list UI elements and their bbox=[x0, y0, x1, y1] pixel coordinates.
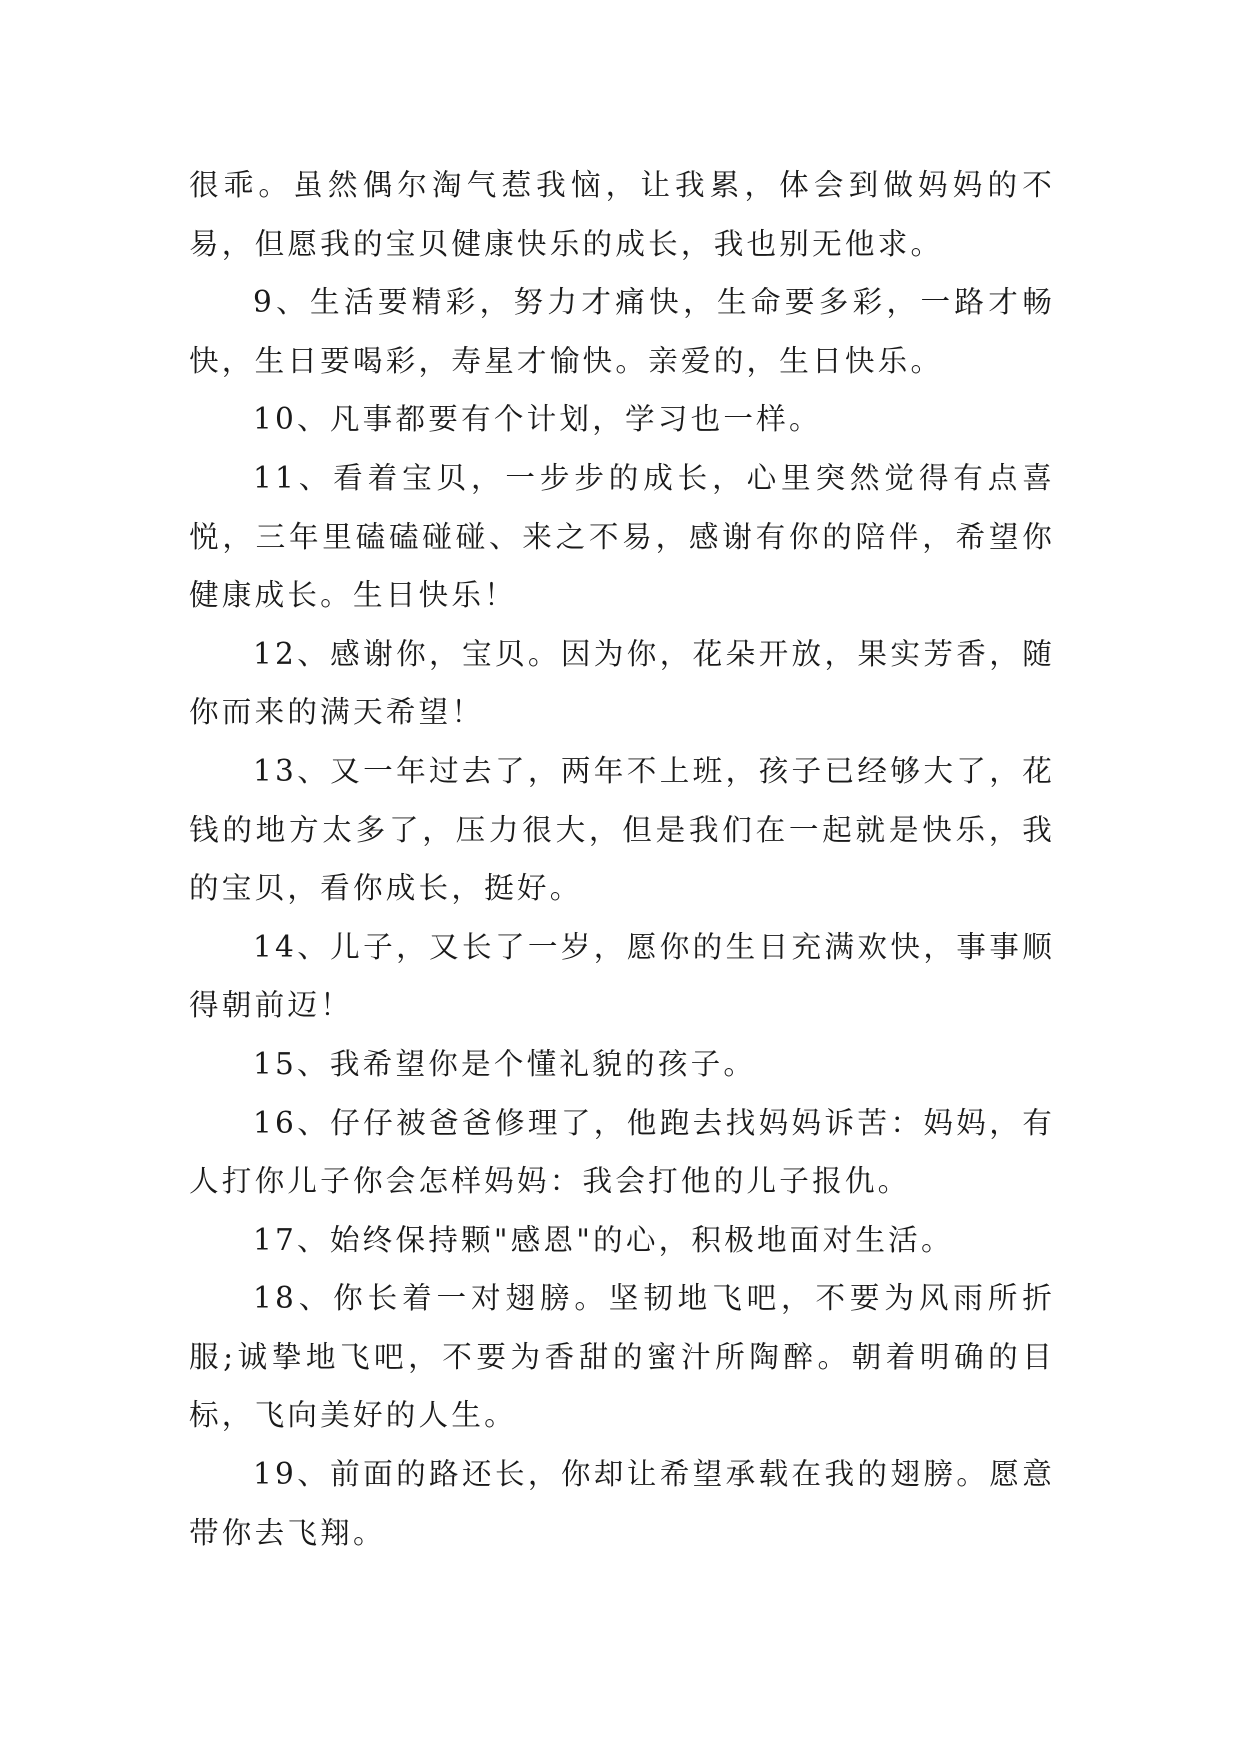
paragraph-continuation: 很乖。虽然偶尔淘气惹我恼，让我累，体会到做妈妈的不易，但愿我的宝贝健康快乐的成长，我也别无他求。 bbox=[189, 168, 1055, 261]
paragraph-item-16: 16、仔仔被爸爸修理了，他跑去找妈妈诉苦：妈妈，有人打你儿子你会怎样妈妈：我会打他的儿子报仇。 bbox=[189, 1105, 1055, 1199]
paragraph-item-11: 11、看着宝贝，一步步的成长，心里突然觉得有点喜悦，三年里磕磕碰碰、来之不易，感谢有你的陪伴，希望你健康成长。生日快乐！ bbox=[189, 460, 1055, 613]
document-body bbox=[189, 156, 1055, 1562]
paragraph-item-10: 10、凡事都要有个计划，学习也一样。 bbox=[253, 402, 822, 437]
paragraph-item-13: 13、又一年过去了，两年不上班，孩子已经够大了，花钱的地方太多了，压力很大，但是我们在一起就是快乐，我的宝贝，看你成长，挺好。 bbox=[189, 753, 1055, 906]
paragraph-item-19: 19、前面的路还长，你却让希望承载在我的翅膀。愿意带你去飞翔。 bbox=[189, 1457, 1055, 1550]
paragraph-item-17: 17、始终保持颗"感恩"的心，积极地面对生活。 bbox=[253, 1222, 954, 1257]
paragraph-item-18: 18、你长着一对翅膀。坚韧地飞吧，不要为风雨所折服;诚挚地飞吧，不要为香甜的蜜汁所陶醉。朝着明确的目标，飞向美好的人生。 bbox=[189, 1281, 1055, 1433]
paragraph-item-14: 14、儿子，又长了一岁，愿你的生日充满欢快，事事顺得朝前迈！ bbox=[189, 929, 1055, 1023]
paragraph-item-9: 9、生活要精彩，努力才痛快，生命要多彩，一路才畅快，生日要喝彩，寿星才愉快。亲爱的，生日快乐。 bbox=[189, 285, 1055, 378]
paragraph-item-12: 12、感谢你，宝贝。因为你，花朵开放，果实芳香，随你而来的满天希望！ bbox=[189, 636, 1055, 730]
paragraph-item-15: 15、我希望你是个懂礼貌的孩子。 bbox=[253, 1046, 757, 1081]
